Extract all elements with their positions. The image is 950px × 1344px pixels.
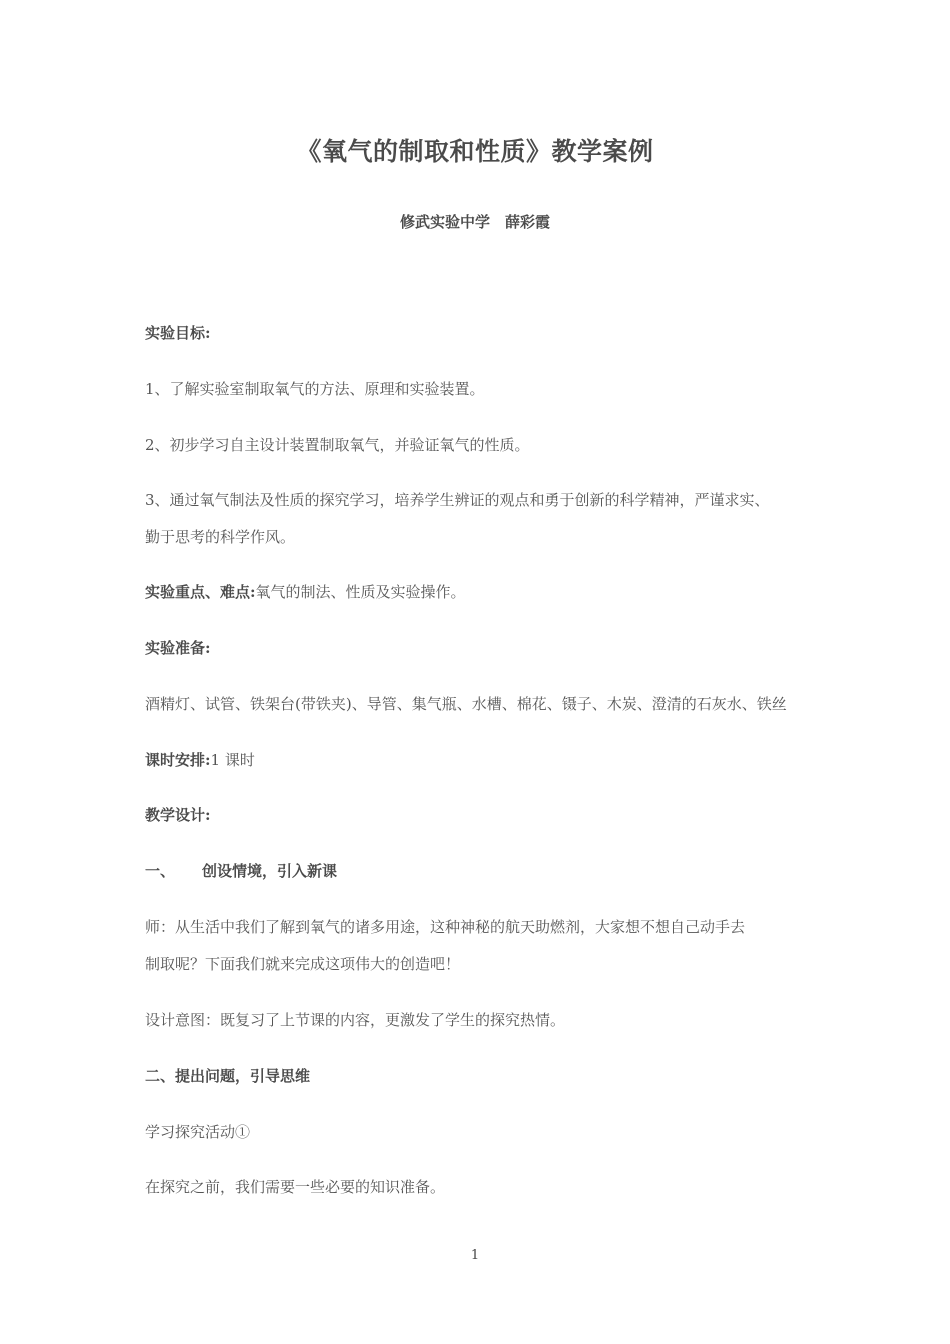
document-title: 《氧气的制取和性质》教学案例	[296, 137, 654, 166]
objective-item-3-cont: 勤于思考的科学作风。	[145, 528, 296, 546]
section-1-title: 创设情境，引入新课	[202, 862, 338, 880]
section-1-heading	[145, 861, 825, 881]
schedule-paragraph	[145, 750, 825, 770]
objectives-heading: 实验目标:	[145, 324, 211, 342]
objective-item-2: 2、初步学习自主设计装置制取氧气，并验证氧气的性质。	[145, 436, 530, 454]
objective-item-3: 3、通过氧气制法及性质的探究学习，培养学生辨证的观点和勇于创新的科学精神，严谨求实、	[145, 491, 770, 509]
key-points-paragraph	[145, 582, 825, 602]
teacher-line-2: 制取呢？下面我们就来完成这项伟大的创造吧！	[145, 955, 461, 973]
schedule-label: 课时安排:	[145, 751, 211, 769]
activity-text: 在探究之前，我们需要一些必要的知识准备。	[145, 1178, 446, 1196]
section-2-heading: 二、提出问题，引导思维	[145, 1067, 311, 1085]
schedule-text: 1 课时	[210, 751, 255, 769]
activity-label: 学习探究活动①	[145, 1123, 251, 1141]
design-heading: 教学设计:	[145, 806, 211, 824]
section-1-number: 一、	[145, 862, 176, 880]
design-intent: 设计意图：既复习了上节课的内容，更激发了学生的探究热情。	[145, 1011, 566, 1029]
page-number: 1	[470, 1248, 480, 1263]
objective-item-1: 1、了解实验室制取氧气的方法、原理和实验装置。	[145, 380, 485, 398]
preparation-heading: 实验准备:	[145, 639, 211, 657]
key-points-label: 实验重点、难点:	[145, 583, 256, 601]
author-line: 修武实验中学 薛彩霞	[399, 213, 550, 231]
teacher-line-1: 师：从生活中我们了解到氧气的诸多用途，这种神秘的航天助燃剂，大家想不想自己动手去	[145, 918, 746, 936]
key-points-text: 氧气的制法、性质及实验操作。	[255, 583, 466, 601]
preparation-text: 酒精灯、试管、铁架台(带铁夹)、导管、集气瓶、水槽、棉花、镊子、木炭、澄清的石灰水、铁丝	[145, 695, 787, 713]
